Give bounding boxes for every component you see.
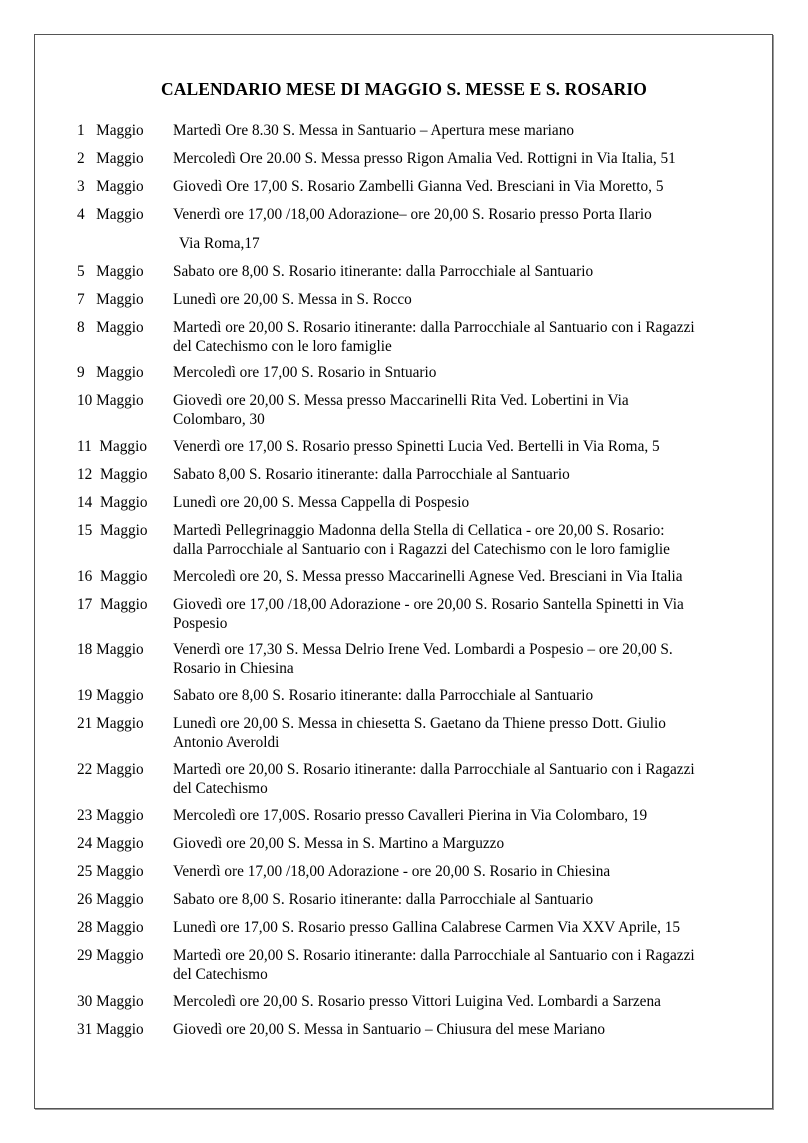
- entry-date: 16 Maggio: [77, 568, 148, 585]
- entry-description: [173, 640, 743, 678]
- entry-date: 23 Maggio: [77, 807, 144, 824]
- entry-line: Colombaro, 30: [173, 411, 265, 428]
- entry-date: 29 Maggio: [77, 947, 144, 964]
- entry-line: Antonio Averoldi: [173, 734, 280, 751]
- entry-date: 11 Maggio: [77, 438, 147, 455]
- entry-line: del Catechismo: [173, 780, 268, 797]
- entry-description: [173, 946, 743, 984]
- entry-date: 4 Maggio: [77, 206, 144, 223]
- entry-date: 25 Maggio: [77, 863, 144, 880]
- entry-date: 19 Maggio: [77, 687, 144, 704]
- entry-date: 30 Maggio: [77, 993, 144, 1010]
- entry-date: 12 Maggio: [77, 466, 148, 483]
- entry-line: Sabato ore 8,00 S. Rosario itinerante: dalla Parrocchiale al Santuario: [173, 687, 594, 704]
- entry-date: 3 Maggio: [77, 178, 144, 195]
- entry-date: 8 Maggio: [77, 319, 144, 336]
- entry-line: Venerdì ore 17,00 /18,00 Adorazione - ore 20,00 S. Rosario in Chiesina: [173, 863, 611, 880]
- entry-line: Lunedì ore 20,00 S. Messa Cappella di Pospesio: [173, 494, 470, 511]
- entry-description: [173, 862, 743, 881]
- entry-line: Martedì ore 20,00 S. Rosario itinerante: dalla Parrocchiale al Santuario con i Ragazzi: [173, 319, 695, 336]
- entry-description: [173, 437, 743, 456]
- entry-description: [173, 890, 743, 909]
- entry-line: Martedì ore 20,00 S. Rosario itinerante: dalla Parrocchiale al Santuario con i Ragazzi: [173, 761, 695, 778]
- entry-line: del Catechismo: [173, 966, 268, 983]
- entry-line: Mercoledì ore 17,00S. Rosario presso Cavalleri Pierina in Via Colombaro, 19: [173, 807, 648, 824]
- entry-description: [173, 149, 743, 168]
- entry-date: 22 Maggio: [77, 761, 144, 778]
- entry-line: Mercoledì ore 20,00 S. Rosario presso Vittori Luigina Ved. Lombardi a Sarzena: [173, 993, 661, 1010]
- entry-date: 31 Maggio: [77, 1021, 144, 1038]
- entry-description: [173, 806, 743, 825]
- entry-line: Venerdì ore 17,30 S. Messa Delrio Irene Ved. Lombardi a Pospesio – ore 20,00 S.: [173, 641, 673, 658]
- page-title: CALENDARIO MESE DI MAGGIO S. MESSE E S. ROSARIO: [160, 79, 648, 99]
- entry-description: [173, 318, 743, 356]
- entry-date: 2 Maggio: [77, 150, 144, 167]
- entry-line: Martedì Ore 8.30 S. Messa in Santuario – Apertura mese mariano: [173, 122, 575, 139]
- entry-date: 7 Maggio: [77, 291, 144, 308]
- entry-line: Sabato ore 8,00 S. Rosario itinerante: dalla Parrocchiale al Santuario: [173, 891, 594, 908]
- entry-description: [173, 205, 743, 224]
- entry-description: [173, 1020, 743, 1039]
- entry-line: Rosario in Chiesina: [173, 660, 294, 677]
- entry-line: Giovedì ore 20,00 S. Messa presso Maccarinelli Rita Ved. Lobertini in Via: [173, 392, 629, 409]
- entry-date: 28 Maggio: [77, 919, 144, 936]
- entry-line: Lunedì ore 17,00 S. Rosario presso Gallina Calabrese Carmen Via XXV Aprile, 15: [173, 919, 681, 936]
- entry-date: 9 Maggio: [77, 364, 144, 381]
- entry-line: Via Roma,17: [179, 235, 260, 252]
- entry-description: [173, 992, 743, 1011]
- entry-date: 18 Maggio: [77, 641, 144, 658]
- entry-line: Giovedì ore 20,00 S. Messa in S. Martino a Marguzzo: [173, 835, 505, 852]
- entry-description: [173, 391, 743, 429]
- entry-line: Sabato 8,00 S. Rosario itinerante: dalla Parrocchiale al Santuario: [173, 466, 570, 483]
- entry-description: [173, 686, 743, 705]
- entry-date: 24 Maggio: [77, 835, 144, 852]
- entry-description: [173, 834, 743, 853]
- entry-line: Lunedì ore 20,00 S. Messa in S. Rocco: [173, 291, 412, 308]
- entry-line: Venerdì ore 17,00 /18,00 Adorazione– ore 20,00 S. Rosario presso Porta Ilario: [173, 206, 652, 223]
- entry-description: [173, 177, 743, 196]
- entry-description: [173, 465, 743, 484]
- entry-line: Pospesio: [173, 615, 228, 632]
- entry-description: [173, 290, 743, 309]
- entry-description: [173, 521, 743, 559]
- entry-description: [173, 567, 743, 586]
- entry-line: Martedì ore 20,00 S. Rosario itinerante: dalla Parrocchiale al Santuario con i Ragazzi: [173, 947, 695, 964]
- entry-line: Mercoledì Ore 20.00 S. Messa presso Rigon Amalia Ved. Rottigni in Via Italia, 51: [173, 150, 676, 167]
- entry-line: Giovedì ore 17,00 /18,00 Adorazione - ore 20,00 S. Rosario Santella Spinetti in Via: [173, 596, 684, 613]
- entry-description: [173, 493, 743, 512]
- entry-description: [173, 363, 743, 382]
- entry-line: Mercoledì ore 17,00 S. Rosario in Sntuario: [173, 364, 437, 381]
- entry-date: 15 Maggio: [77, 522, 148, 539]
- entry-description: [173, 595, 743, 633]
- entry-line: del Catechismo con le loro famiglie: [173, 338, 392, 355]
- entry-line: dalla Parrocchiale al Santuario con i Ragazzi del Catechismo con le loro famiglie: [173, 541, 670, 558]
- entry-description: [173, 760, 743, 798]
- entry-line: Sabato ore 8,00 S. Rosario itinerante: dalla Parrocchiale al Santuario: [173, 263, 594, 280]
- entry-line: Lunedì ore 20,00 S. Messa in chiesetta S. Gaetano da Thiene presso Dott. Giulio: [173, 715, 666, 732]
- entry-date: 26 Maggio: [77, 891, 144, 908]
- entry-description: [173, 918, 743, 937]
- entry-description: [173, 262, 743, 281]
- entry-line: Martedì Pellegrinaggio Madonna della Stella di Cellatica - ore 20,00 S. Rosario:: [173, 522, 665, 539]
- entry-line: Venerdì ore 17,00 S. Rosario presso Spinetti Lucia Ved. Bertelli in Via Roma, 5: [173, 438, 660, 455]
- entry-description: [173, 714, 743, 752]
- entry-date: 1 Maggio: [77, 122, 144, 139]
- entry-line: Giovedì Ore 17,00 S. Rosario Zambelli Gianna Ved. Bresciani in Via Moretto, 5: [173, 178, 664, 195]
- entry-date: 10 Maggio: [77, 392, 144, 409]
- entry-date: 17 Maggio: [77, 596, 148, 613]
- entry-line: Giovedì ore 20,00 S. Messa in Santuario – Chiusura del mese Mariano: [173, 1021, 606, 1038]
- entry-description: [173, 121, 743, 140]
- entry-date: 5 Maggio: [77, 263, 144, 280]
- entry-line: Mercoledì ore 20, S. Messa presso Maccarinelli Agnese Ved. Bresciani in Via Italia: [173, 568, 683, 585]
- entry-date: 14 Maggio: [77, 494, 148, 511]
- entry-description: [179, 234, 260, 253]
- entry-date: 21 Maggio: [77, 715, 144, 732]
